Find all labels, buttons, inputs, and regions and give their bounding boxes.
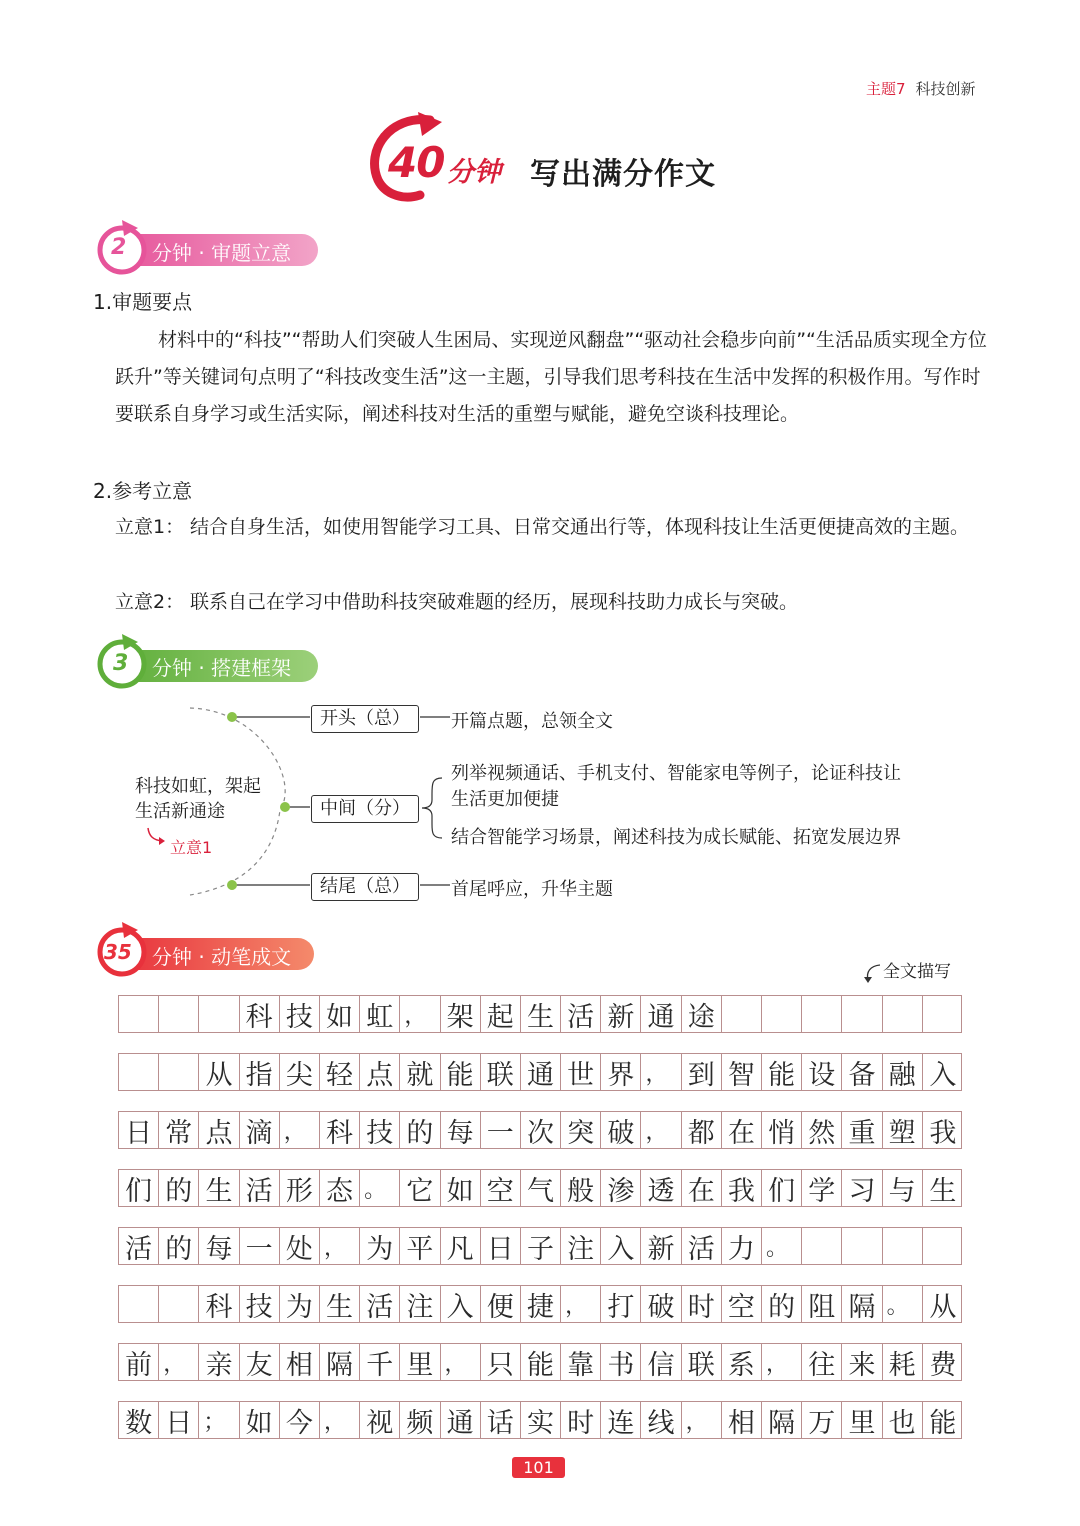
grid-cell: 来 (842, 1344, 882, 1380)
grid-cell: 友 (240, 1344, 280, 1380)
grid-cell: 科 (240, 996, 280, 1032)
idea-1-text: 结合自身生活，如使用智能学习工具、日常交通出行等，体现科技让生活更便捷高效的主题。 (190, 516, 970, 538)
grid-cell: 入 (929, 1059, 957, 1091)
section-1-label: 分钟 · 审题立意 (152, 241, 292, 265)
grid-cell: 活 (119, 1228, 159, 1264)
grid-cell: ， (320, 1228, 360, 1264)
grid-cell: 联 (682, 1344, 722, 1380)
grid-cell: 它 (400, 1170, 440, 1206)
grid-cell (159, 1054, 199, 1090)
idea-2-label: 立意2： (115, 591, 185, 613)
grid-cell: 信 (641, 1344, 681, 1380)
grid-cell: 注 (400, 1286, 440, 1322)
grid-cell: 为 (360, 1228, 400, 1264)
grid-cell: 活 (561, 996, 601, 1032)
grid-cell: 只 (481, 1344, 521, 1380)
grid-cell: 如 (320, 996, 360, 1032)
section-2-minutes: 3 (113, 651, 129, 676)
grid-cell: ， (561, 1286, 601, 1322)
grid-cell: 入 (441, 1286, 481, 1322)
grid-cell: 视 (360, 1402, 400, 1438)
grid-cell: 能 (929, 1407, 957, 1439)
grid-cell: 轻 (320, 1054, 360, 1090)
grid-cell: 通 (521, 1054, 561, 1090)
grid-cell: 系 (722, 1344, 762, 1380)
grid-cell: 起 (481, 996, 521, 1032)
grid-cell: 靠 (561, 1344, 601, 1380)
grid-cell: 联 (481, 1054, 521, 1090)
grid-cell: 。 (883, 1286, 923, 1322)
grid-cell: ， (641, 1054, 681, 1090)
grid-cell: 技 (240, 1286, 280, 1322)
grid-cell (199, 996, 239, 1032)
grid-cell: 们 (762, 1170, 802, 1206)
grid-cell: ， (641, 1112, 681, 1148)
section-3-minutes: 35 (104, 940, 132, 964)
grid-cell: 子 (521, 1228, 561, 1264)
grid-cell: 智 (722, 1054, 762, 1090)
grid-cell: 的 (400, 1112, 440, 1148)
grid-cell: 。 (762, 1228, 802, 1264)
grid-cell (722, 996, 762, 1032)
grid-cell: 透 (641, 1170, 681, 1206)
grid-cell: 能 (441, 1054, 481, 1090)
grid-cell: 入 (601, 1228, 641, 1264)
grid-cell: 亲 (199, 1344, 239, 1380)
grid-cell: 途 (682, 996, 722, 1032)
grid-cell: 从 (929, 1291, 957, 1323)
note-arrow-icon (145, 826, 167, 846)
grid-cell: 注 (561, 1228, 601, 1264)
section-3-label: 分钟 · 动笔成文 (152, 945, 292, 969)
grid-cell: 费 (929, 1349, 957, 1381)
mindmap-center-line1: 科技如虹，架起 (135, 776, 261, 797)
grid-row (118, 995, 962, 1033)
grid-cell: 捷 (521, 1286, 561, 1322)
grid-cell: 生 (521, 996, 561, 1032)
node-ending: 结尾（总） (311, 873, 419, 901)
grid-cell (762, 996, 802, 1032)
grid-cell: 的 (762, 1286, 802, 1322)
node-middle-desc2: 结合智能学习场景，阐述科技为成长赋能、拓宽发展边界 (451, 827, 901, 848)
grid-row (118, 1111, 962, 1149)
grid-cell: 线 (641, 1402, 681, 1438)
grid-cell: ； (199, 1402, 239, 1438)
grid-cell: 技 (360, 1112, 400, 1148)
grid-cell: 千 (360, 1344, 400, 1380)
grid-cell: 力 (722, 1228, 762, 1264)
grid-cell (119, 1286, 159, 1322)
grid-cell: 连 (601, 1402, 641, 1438)
grid-row (118, 1401, 962, 1439)
grid-cell: 态 (320, 1170, 360, 1206)
grid-cell: 重 (842, 1112, 882, 1148)
grid-cell: 学 (802, 1170, 842, 1206)
grid-cell: 点 (199, 1112, 239, 1148)
grid-cell: 次 (521, 1112, 561, 1148)
grid-cell: 们 (119, 1170, 159, 1206)
grid-cell: 界 (601, 1054, 641, 1090)
grid-cell: 能 (762, 1054, 802, 1090)
node-middle: 中间（分） (311, 795, 419, 823)
grid-cell: 隔 (320, 1344, 360, 1380)
grid-cell: 科 (199, 1286, 239, 1322)
idea-1-label: 立意1： (115, 516, 185, 538)
grid-cell (159, 996, 199, 1032)
grid-row (118, 1053, 962, 1091)
grid-cell: 前 (119, 1344, 159, 1380)
grid-cell (923, 996, 963, 1032)
grid-cell: 新 (641, 1228, 681, 1264)
grid-cell: ， (400, 996, 440, 1032)
grid-cell (842, 996, 882, 1032)
grid-cell: 今 (280, 1402, 320, 1438)
grid-cell: 。 (360, 1170, 400, 1206)
heading-review-points: 1.审题要点 (93, 290, 193, 314)
grid-cell: 活 (682, 1228, 722, 1264)
grid-cell (883, 996, 923, 1032)
title-unit: 分钟 (447, 157, 501, 188)
grid-cell (119, 996, 159, 1032)
grid-cell: 活 (240, 1170, 280, 1206)
grid-cell: 悄 (762, 1112, 802, 1148)
topic-name: 科技创新 (915, 80, 976, 98)
grid-cell: 在 (722, 1112, 762, 1148)
grid-cell: 如 (441, 1170, 481, 1206)
grid-cell: 点 (360, 1054, 400, 1090)
page-number: 101 (512, 1457, 565, 1478)
grid-cell: 架 (441, 996, 481, 1032)
grid-cell: 的 (159, 1170, 199, 1206)
grid-cell: 隔 (842, 1286, 882, 1322)
grid-cell: 生 (929, 1175, 957, 1207)
grid-cell (802, 1228, 842, 1264)
topic-number: 主题7 (866, 80, 906, 98)
grid-cell: 常 (159, 1112, 199, 1148)
node-opening-desc: 开篇点题，总领全文 (451, 711, 613, 732)
grid-row (118, 1343, 962, 1381)
grid-cell: 相 (280, 1344, 320, 1380)
grid-cell: 也 (883, 1402, 923, 1438)
grid-cell: 然 (802, 1112, 842, 1148)
grid-cell: 日 (481, 1228, 521, 1264)
page-title: 写出满分作文 (530, 157, 716, 192)
grid-cell: 一 (240, 1228, 280, 1264)
title-minutes: 40 (388, 138, 445, 187)
grid-cell: 里 (842, 1402, 882, 1438)
grid-cell: 能 (521, 1344, 561, 1380)
grid-cell: 与 (883, 1170, 923, 1206)
grid-cell (842, 1228, 882, 1264)
grid-cell: ， (441, 1344, 481, 1380)
heading-reference-ideas: 2.参考立意 (93, 479, 193, 503)
grid-cell: 破 (641, 1286, 681, 1322)
node-ending-desc: 首尾呼应，升华主题 (451, 879, 613, 900)
grid-cell (923, 1228, 963, 1264)
grid-cell: 科 (320, 1112, 360, 1148)
grid-cell (119, 1054, 159, 1090)
grid-cell: 实 (521, 1402, 561, 1438)
idea-2-text: 联系自己在学习中借助科技突破难题的经历，展现科技助力成长与突破。 (190, 591, 799, 613)
grid-cell: 凡 (441, 1228, 481, 1264)
grid-cell: ， (280, 1112, 320, 1148)
grid-cell: 每 (199, 1228, 239, 1264)
grid-cell: ， (159, 1344, 199, 1380)
grid-cell: 为 (280, 1286, 320, 1322)
grid-row (118, 1169, 962, 1207)
grid-cell: 处 (280, 1228, 320, 1264)
grid-cell: 书 (601, 1344, 641, 1380)
grid-cell: 数 (119, 1402, 159, 1438)
grid-cell: 每 (441, 1112, 481, 1148)
grid-cell: 我 (722, 1170, 762, 1206)
grid-cell: 形 (280, 1170, 320, 1206)
mindmap-center-line2: 生活新通途 (135, 801, 225, 822)
grid-cell: 阻 (802, 1286, 842, 1322)
grid-cell: 生 (320, 1286, 360, 1322)
section-2-label: 分钟 · 搭建框架 (152, 656, 292, 680)
grid-cell: 生 (199, 1170, 239, 1206)
grid-cell: 从 (199, 1054, 239, 1090)
grid-cell: 隔 (762, 1402, 802, 1438)
grid-cell: 到 (682, 1054, 722, 1090)
grid-cell: 打 (601, 1286, 641, 1322)
grid-cell: 技 (280, 996, 320, 1032)
grid-row (118, 1227, 962, 1265)
grid-cell: 时 (561, 1402, 601, 1438)
grid-cell: 往 (802, 1344, 842, 1380)
grid-cell: 渗 (601, 1170, 641, 1206)
grid-cell: 都 (682, 1112, 722, 1148)
grid-cell: 通 (641, 996, 681, 1032)
grid-cell: 般 (561, 1170, 601, 1206)
topic-header (866, 78, 976, 99)
grid-cell: 融 (883, 1054, 923, 1090)
grid-row (118, 1285, 962, 1323)
full-text-note: 全文描写 (883, 962, 951, 982)
grid-cell: 相 (722, 1402, 762, 1438)
grid-cell: 指 (240, 1054, 280, 1090)
grid-cell: 里 (400, 1344, 440, 1380)
grid-cell: 日 (159, 1402, 199, 1438)
grid-cell: 如 (240, 1402, 280, 1438)
grid-cell: ， (762, 1344, 802, 1380)
grid-cell: 塑 (883, 1112, 923, 1148)
grid-cell: 空 (481, 1170, 521, 1206)
node-middle-desc1-line1: 列举视频通话、手机支付、智能家电等例子，论证科技让 (451, 763, 901, 784)
section-1-minutes: 2 (111, 235, 127, 260)
grid-cell: 习 (842, 1170, 882, 1206)
grid-cell: ， (320, 1402, 360, 1438)
grid-cell: 日 (119, 1112, 159, 1148)
grid-cell: 我 (929, 1117, 957, 1149)
grid-cell: 频 (400, 1402, 440, 1438)
grid-cell: 气 (521, 1170, 561, 1206)
grid-cell: 新 (601, 996, 641, 1032)
grid-cell: 便 (481, 1286, 521, 1322)
grid-cell: 就 (400, 1054, 440, 1090)
grid-cell: 空 (722, 1286, 762, 1322)
grid-cell (883, 1228, 923, 1264)
grid-cell: 万 (802, 1402, 842, 1438)
mindmap-center-note: 立意1 (170, 838, 213, 857)
grid-cell: 活 (360, 1286, 400, 1322)
grid-cell: 尖 (280, 1054, 320, 1090)
grid-cell: 在 (682, 1170, 722, 1206)
node-middle-desc1-line2: 生活更加便捷 (451, 789, 559, 810)
grid-cell: 世 (561, 1054, 601, 1090)
note-curve-arrow-icon (862, 962, 884, 984)
review-points-paragraph: 材料中的“科技”“帮助人们突破人生困局、实现逆风翻盘”“驱动社会稳步向前”“生活品质实现全方位跃升”等关键词句点明了“科技改变生活”这一主题，引导我们思考科技在生活中发挥的积极作用。写作时要联系自身学习或生活实际，阐述科技对生活的重塑与赋能，避免空谈科技理论。 (115, 329, 987, 425)
grid-cell: 备 (842, 1054, 882, 1090)
grid-cell: 突 (561, 1112, 601, 1148)
grid-cell: 平 (400, 1228, 440, 1264)
grid-cell: ， (682, 1402, 722, 1438)
grid-cell: 的 (159, 1228, 199, 1264)
grid-cell: 时 (682, 1286, 722, 1322)
grid-cell: 设 (802, 1054, 842, 1090)
grid-cell: 破 (601, 1112, 641, 1148)
grid-cell: 一 (481, 1112, 521, 1148)
grid-cell: 耗 (883, 1344, 923, 1380)
grid-cell (802, 996, 842, 1032)
grid-cell: 话 (481, 1402, 521, 1438)
grid-cell: 通 (441, 1402, 481, 1438)
node-opening: 开头（总） (311, 705, 419, 733)
grid-cell: 虹 (360, 996, 400, 1032)
grid-cell: 滴 (240, 1112, 280, 1148)
grid-cell (159, 1286, 199, 1322)
